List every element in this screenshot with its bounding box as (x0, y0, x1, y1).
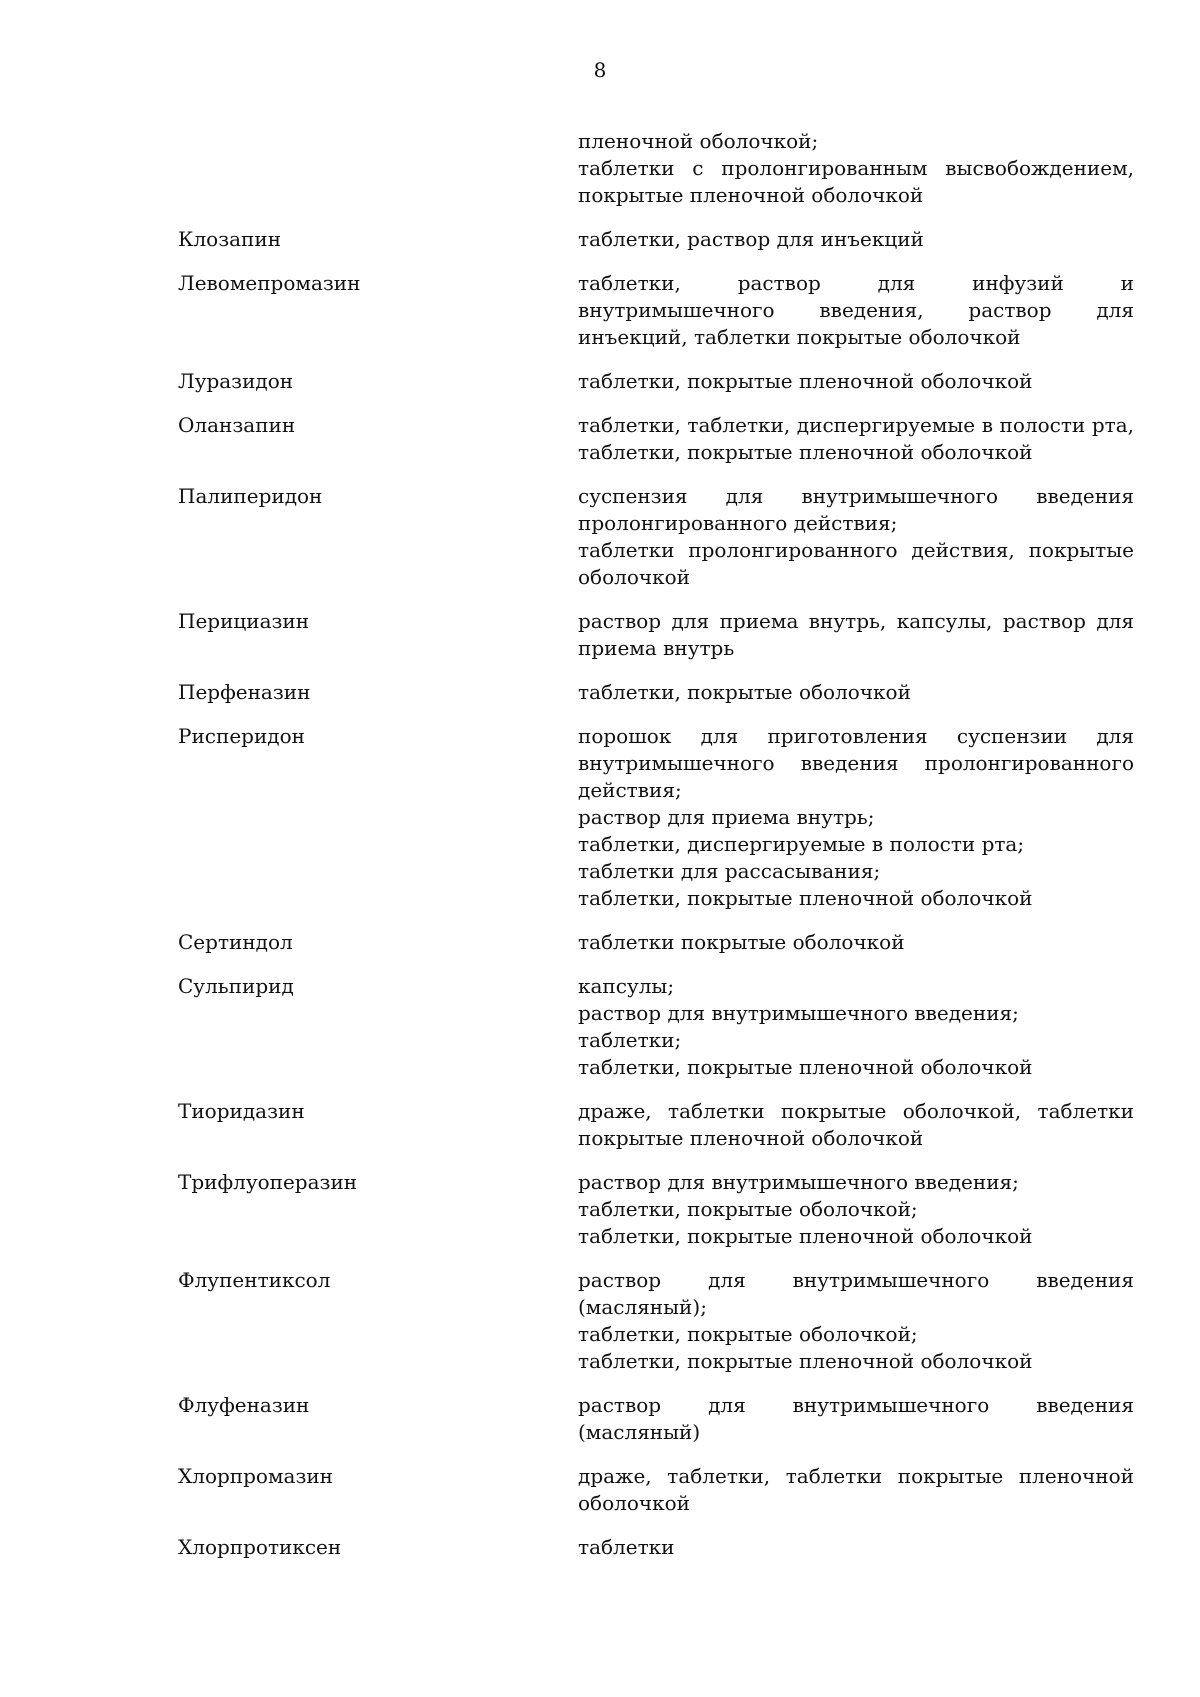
table-row (178, 1534, 1134, 1561)
table-row (178, 1463, 1134, 1517)
drug-name: Сульпирид (178, 974, 294, 998)
table-row (178, 412, 1134, 466)
dosage-forms (578, 608, 1134, 662)
dosage-form-line: таблетки, покрытые оболочкой (578, 680, 911, 704)
dosage-form-line: раствор для приема внутрь; (578, 805, 875, 829)
table-row (178, 483, 1134, 591)
dosage-form-line: таблетки, раствор для инъекций (578, 227, 924, 251)
dosage-form-line: таблетки, покрытые пленочной оболочкой (578, 886, 1033, 910)
dosage-forms (578, 973, 1134, 1081)
dosage-form-line: таблетки пролонгированного действия, покрытые оболочкой (578, 538, 1134, 589)
table-row (178, 723, 1134, 912)
drug-name: Хлорпромазин (178, 1464, 334, 1488)
table-row (178, 679, 1134, 706)
dosage-forms (578, 1463, 1134, 1517)
dosage-forms (578, 128, 1134, 209)
drug-name: Левомепромазин (178, 271, 361, 295)
dosage-forms (578, 1098, 1134, 1152)
dosage-forms (578, 270, 1134, 351)
dosage-form-line: порошок для приготовления суспензии для внутримышечного введения пролонгированного действия; (578, 724, 1134, 802)
dosage-form-line: таблетки, таблетки, диспергируемые в полости рта, таблетки, покрытые пленочной оболочкой (578, 413, 1134, 464)
table-row (178, 929, 1134, 956)
page-number: 8 (593, 58, 607, 82)
dosage-form-line: таблетки, покрытые оболочкой; (578, 1322, 918, 1346)
dosage-form-line: драже, таблетки покрытые оболочкой, таблетки покрытые пленочной оболочкой (578, 1099, 1134, 1150)
dosage-form-line: таблетки, покрытые пленочной оболочкой (578, 369, 1033, 393)
dosage-form-line: капсулы; (578, 974, 675, 998)
table-row (178, 1169, 1134, 1250)
dosage-form-line: суспензия для внутримышечного введения пролонгированного действия; (578, 484, 1134, 535)
dosage-form-line: таблетки (578, 1535, 675, 1559)
dosage-form-line: раствор для приема внутрь, капсулы, раствор для приема внутрь (578, 609, 1134, 660)
dosage-form-line: пленочной оболочкой; (578, 129, 819, 153)
dosage-form-line: таблетки покрытые оболочкой (578, 930, 905, 954)
drug-name: Флупентиксол (178, 1268, 331, 1292)
drug-name: Луразидон (178, 369, 294, 393)
dosage-form-line: раствор для внутримышечного введения; (578, 1001, 1019, 1025)
dosage-forms (578, 483, 1134, 591)
drug-name: Хлорпротиксен (178, 1535, 342, 1559)
dosage-form-line: таблетки для рассасывания; (578, 859, 881, 883)
dosage-forms (578, 929, 1134, 956)
dosage-forms (578, 1392, 1134, 1446)
drug-name: Трифлуоперазин (178, 1170, 358, 1194)
dosage-forms (578, 1267, 1134, 1375)
dosage-form-line: таблетки; (578, 1028, 682, 1052)
dosage-form-line: таблетки с пролонгированным высвобождением, покрытые пленочной оболочкой (578, 156, 1134, 207)
table-row (178, 128, 1134, 209)
dosage-forms (578, 1169, 1134, 1250)
drug-name: Оланзапин (178, 413, 296, 437)
drug-name: Перициазин (178, 609, 310, 633)
drug-name: Клозапин (178, 227, 282, 251)
drug-name: Рисперидон (178, 724, 305, 748)
drug-name: Перфеназин (178, 680, 311, 704)
drug-name: Палиперидон (178, 484, 323, 508)
dosage-forms (578, 412, 1134, 466)
table-row (178, 226, 1134, 253)
dosage-form-line: таблетки, покрытые пленочной оболочкой (578, 1224, 1033, 1248)
dosage-form-line: таблетки, диспергируемые в полости рта; (578, 832, 1025, 856)
dosage-form-line: таблетки, покрытые пленочной оболочкой (578, 1349, 1033, 1373)
table-row (178, 608, 1134, 662)
table-row (178, 1098, 1134, 1152)
drug-name: Тиоридазин (178, 1099, 305, 1123)
drug-name: Сертиндол (178, 930, 293, 954)
dosage-form-line: таблетки, раствор для инфузий и внутримышечного введения, раствор для инъекций, таблетки покрытые оболочкой (578, 271, 1134, 349)
dosage-form-line: раствор для внутримышечного введения (масляный); (578, 1268, 1134, 1319)
drug-forms-table (178, 128, 1134, 1578)
dosage-form-line: драже, таблетки, таблетки покрытые пленочной оболочкой (578, 1464, 1134, 1515)
dosage-forms (578, 679, 1134, 706)
dosage-form-line: таблетки, покрытые пленочной оболочкой (578, 1055, 1033, 1079)
dosage-forms (578, 1534, 1134, 1561)
dosage-forms (578, 723, 1134, 912)
dosage-forms (578, 226, 1134, 253)
table-row (178, 270, 1134, 351)
dosage-forms (578, 368, 1134, 395)
dosage-form-line: раствор для внутримышечного введения (масляный) (578, 1393, 1134, 1444)
drug-name: Флуфеназин (178, 1393, 310, 1417)
dosage-form-line: таблетки, покрытые оболочкой; (578, 1197, 918, 1221)
table-row (178, 1392, 1134, 1446)
table-row (178, 973, 1134, 1081)
table-row (178, 368, 1134, 395)
table-row (178, 1267, 1134, 1375)
dosage-form-line: раствор для внутримышечного введения; (578, 1170, 1019, 1194)
